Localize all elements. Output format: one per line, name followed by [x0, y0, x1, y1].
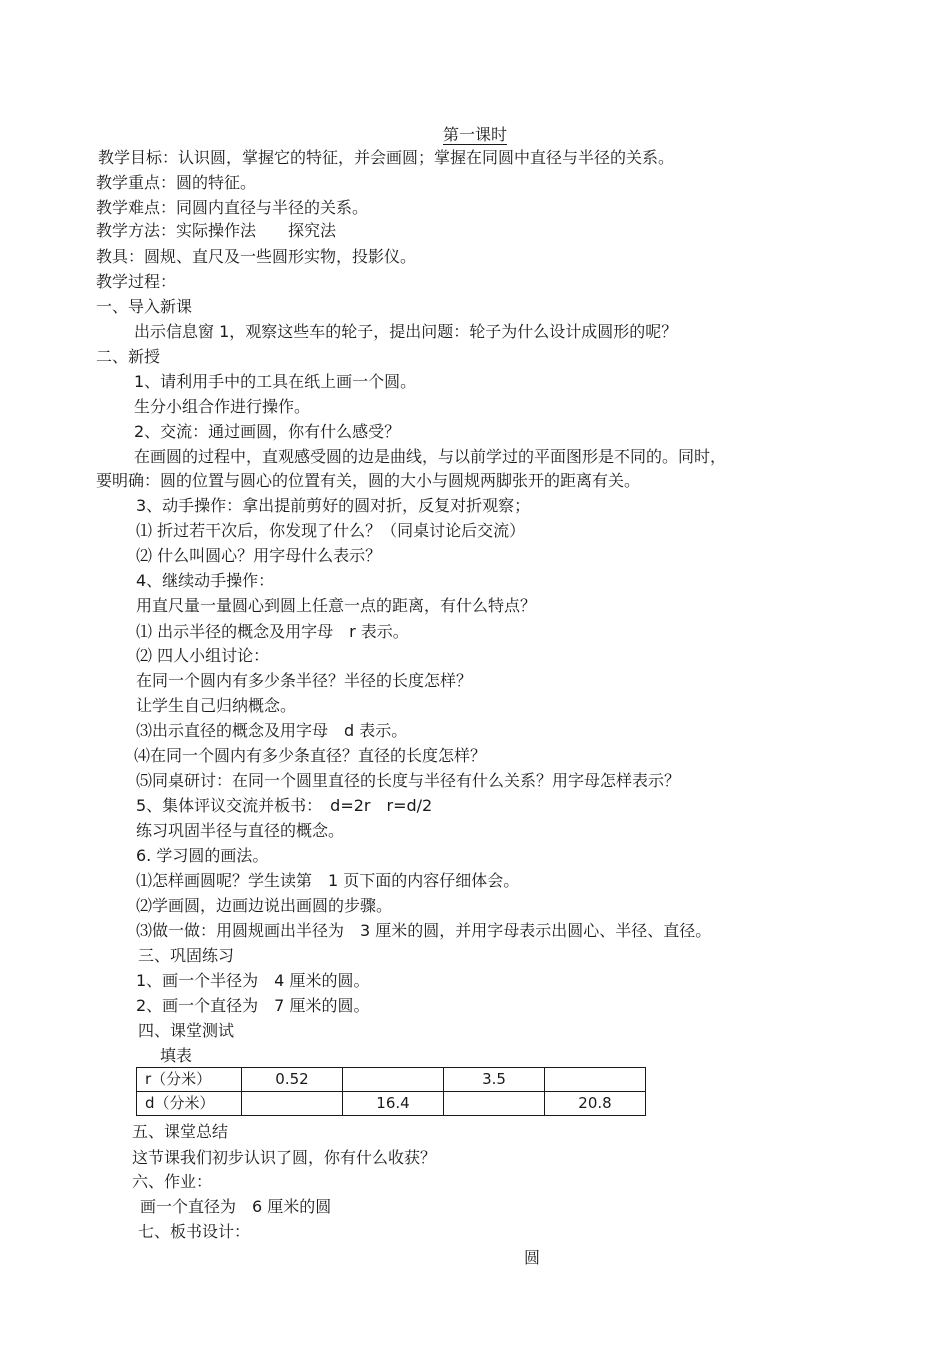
text-line: ⑵ 什么叫圆心？用字母什么表示？: [136, 546, 382, 565]
table-cell: 3.5: [444, 1068, 545, 1092]
text-line: 教学目标：认识圆，掌握它的特征，并会画圆；掌握在同圆中直径与半径的关系。: [98, 148, 675, 167]
text-line: 在同一个圆内有多少条半径？半径的长度怎样？: [136, 671, 473, 690]
section-heading: 三、巩固练习: [138, 946, 235, 965]
table-cell: [444, 1092, 545, 1116]
table-cell: [545, 1068, 646, 1092]
text-line: 6. 学习圆的画法。: [136, 846, 269, 865]
text-line: 用直尺量一量圆心到圆上任意一点的距离，有什么特点？: [136, 596, 537, 615]
text-line: 画一个直径为 6 厘米的圆: [140, 1197, 332, 1216]
text-line: 教学过程：: [96, 272, 177, 291]
text-line: 填表: [160, 1046, 193, 1065]
text-line: ⑴ 出示半径的概念及用字母 r 表示。: [136, 622, 409, 641]
table-cell: 16.4: [343, 1092, 444, 1116]
text-line: 1、画一个半径为 4 厘米的圆。: [136, 971, 370, 990]
table-cell: d（分米）: [137, 1092, 242, 1116]
table-cell: [343, 1068, 444, 1092]
text-line: 让学生自己归纳概念。: [136, 696, 297, 715]
text-line: ⑴ 折过若干次后，你发现了什么？（同桌讨论后交流）: [136, 521, 526, 540]
text-line: 教学重点：圆的特征。: [96, 173, 257, 192]
section-heading: 七、板书设计：: [138, 1222, 251, 1241]
text-line: 出示信息窗 1，观察这些车的轮子，提出问题：轮子为什么设计成圆形的呢？: [134, 322, 678, 341]
text-line: 教具：圆规、直尺及一些圆形实物，投影仪。: [96, 247, 417, 266]
text-line: 2、交流：通过画圆，你有什么感受？: [134, 422, 401, 441]
section-heading: 五、课堂总结: [132, 1122, 229, 1141]
text-line: 2、画一个直径为 7 厘米的圆。: [136, 996, 370, 1015]
section-heading: 六、作业：: [132, 1172, 213, 1191]
text-line: ⑵学画圆，边画边说出画圆的步骤。: [136, 896, 393, 915]
text-line: ⑶做一做：用圆规画出半径为 3 厘米的圆，并用字母表示出圆心、半径、直径。: [136, 921, 712, 940]
fill-in-table: [136, 1067, 646, 1116]
board-design-title: 圆: [524, 1248, 541, 1267]
text-line: 教学难点：同圆内直径与半径的关系。: [96, 198, 369, 217]
text-line: 练习巩固半径与直径的概念。: [136, 821, 345, 840]
text-line: ⑷在同一个圆内有多少条直径？直径的长度怎样？: [134, 746, 487, 765]
section-heading: 四、课堂测试: [138, 1021, 235, 1040]
text-line: ⑸同桌研讨：在同一个圆里直径的长度与半径有什么关系？用字母怎样表示？: [136, 771, 681, 790]
text-line: 教学方法：实际操作法 探究法: [96, 221, 337, 240]
section-heading: 二、新授: [96, 347, 161, 366]
text-line: 5、集体评议交流并板书： d=2r r=d/2: [136, 796, 433, 815]
text-line: 生分小组合作进行操作。: [134, 397, 311, 416]
text-line: ⑵ 四人小组讨论：: [136, 646, 270, 665]
table-cell: 0.52: [242, 1068, 343, 1092]
table-row: [137, 1068, 646, 1092]
text-line: 3、动手操作：拿出提前剪好的圆对折，反复对折观察；: [136, 496, 531, 515]
lesson-title: 第一课时: [442, 125, 507, 144]
text-line: 在画圆的过程中，直观感受圆的边是曲线，与以前学过的平面图形是不同的。同时，: [134, 447, 727, 466]
text-line: 1、请利用手中的工具在纸上画一个圆。: [134, 372, 417, 391]
text-line: 4、继续动手操作：: [136, 571, 275, 590]
table-cell: 20.8: [545, 1092, 646, 1116]
table-cell: r（分米）: [137, 1068, 242, 1092]
text-line: 这节课我们初步认识了圆，你有什么收获？: [132, 1148, 437, 1167]
text-line: 要明确：圆的位置与圆心的位置有关，圆的大小与圆规两脚张开的距离有关。: [96, 471, 641, 490]
table-row: [137, 1092, 646, 1116]
text-line: ⑶出示直径的概念及用字母 d 表示。: [136, 721, 408, 740]
section-heading: 一、导入新课: [96, 297, 193, 316]
text-line: ⑴怎样画圆呢？学生读第 1 页下面的内容仔细体会。: [136, 871, 520, 890]
table-cell: [242, 1092, 343, 1116]
